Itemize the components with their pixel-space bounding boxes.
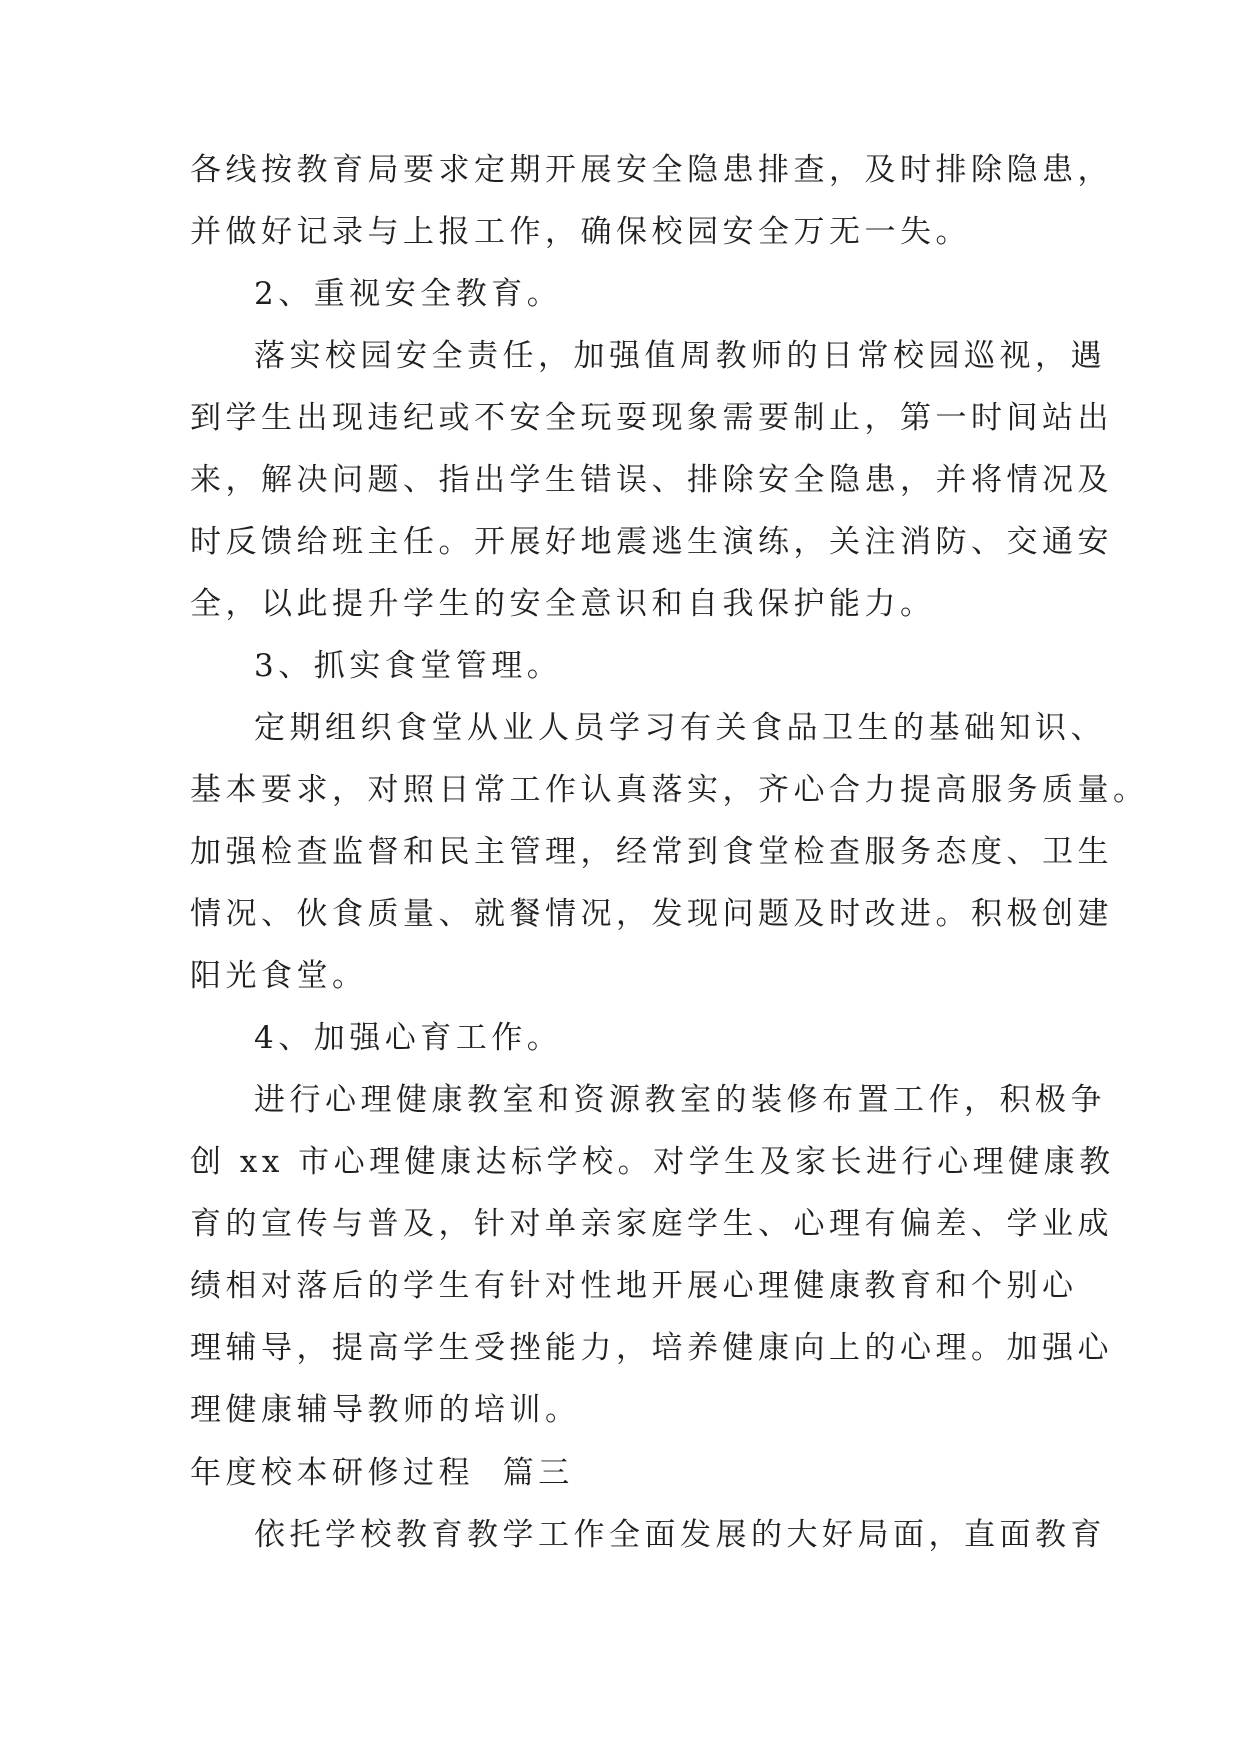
paragraph-line: 理辅导，提高学生受挫能力，培养健康向上的心理。加强心 xyxy=(190,1330,1113,1366)
paragraph-line: 育的宣传与普及，针对单亲家庭学生、心理有偏差、学业成 xyxy=(190,1206,1113,1242)
item-3-section xyxy=(190,635,1149,1007)
paragraph-line: 依托学校教育教学工作全面发展的大好局面，直面教育 xyxy=(254,1517,1106,1553)
paragraph-line: 到学生出现违纪或不安全玩耍现象需要制止，第一时间站出 xyxy=(190,400,1113,436)
paragraph-line: 时反馈给班主任。开展好地震逃生演练，关注消防、交通安 xyxy=(190,524,1113,560)
paragraph-line: 绩相对落后的学生有针对性地开展心理健康教育和个别心 xyxy=(190,1268,1078,1304)
paragraph-line: 来，解决问题、指出学生错误、排除安全隐患，并将情况及 xyxy=(190,462,1113,498)
paragraph-line: 情况、伙食质量、就餐情况，发现问题及时改进。积极创建 xyxy=(190,896,1113,932)
paragraph-line: 基本要求，对照日常工作认真落实，齐心合力提高服务质量。 xyxy=(190,772,1149,808)
paragraph-line: 加强检查监督和民主管理，经常到食堂检查服务态度、卫生 xyxy=(190,834,1113,870)
paragraph-line: 各线按教育局要求定期开展安全隐患排查，及时排除隐患， xyxy=(190,152,1113,188)
section-continuation xyxy=(190,139,1113,263)
section-3-title: 年度校本研修过程 篇三 xyxy=(190,1455,574,1491)
paragraph-line: 阳光食堂。 xyxy=(190,958,368,994)
item-2-section xyxy=(190,263,1113,635)
item-4-heading: 4、加强心育工作。 xyxy=(254,1020,563,1056)
paragraph-line: 定期组织食堂从业人员学习有关食品卫生的基础知识、 xyxy=(254,710,1106,746)
item-2-heading: 2、重视安全教育。 xyxy=(254,276,563,312)
paragraph-line: 落实校园安全责任，加强值周教师的日常校园巡视，遇 xyxy=(254,338,1106,374)
paragraph-line: 并做好记录与上报工作，确保校园安全万无一失。 xyxy=(190,214,971,250)
paragraph-line: 全，以此提升学生的安全意识和自我保护能力。 xyxy=(190,586,936,622)
paragraph-line: 创 xx 市心理健康达标学校。对学生及家长进行心理健康教 xyxy=(190,1144,1115,1180)
item-3-heading: 3、抓实食堂管理。 xyxy=(254,648,563,684)
item-4-section xyxy=(190,1007,1115,1441)
section-3 xyxy=(190,1442,1106,1566)
paragraph-line: 进行心理健康教室和资源教室的装修布置工作，积极争 xyxy=(254,1082,1106,1118)
paragraph-line: 理健康辅导教师的培训。 xyxy=(190,1392,581,1428)
